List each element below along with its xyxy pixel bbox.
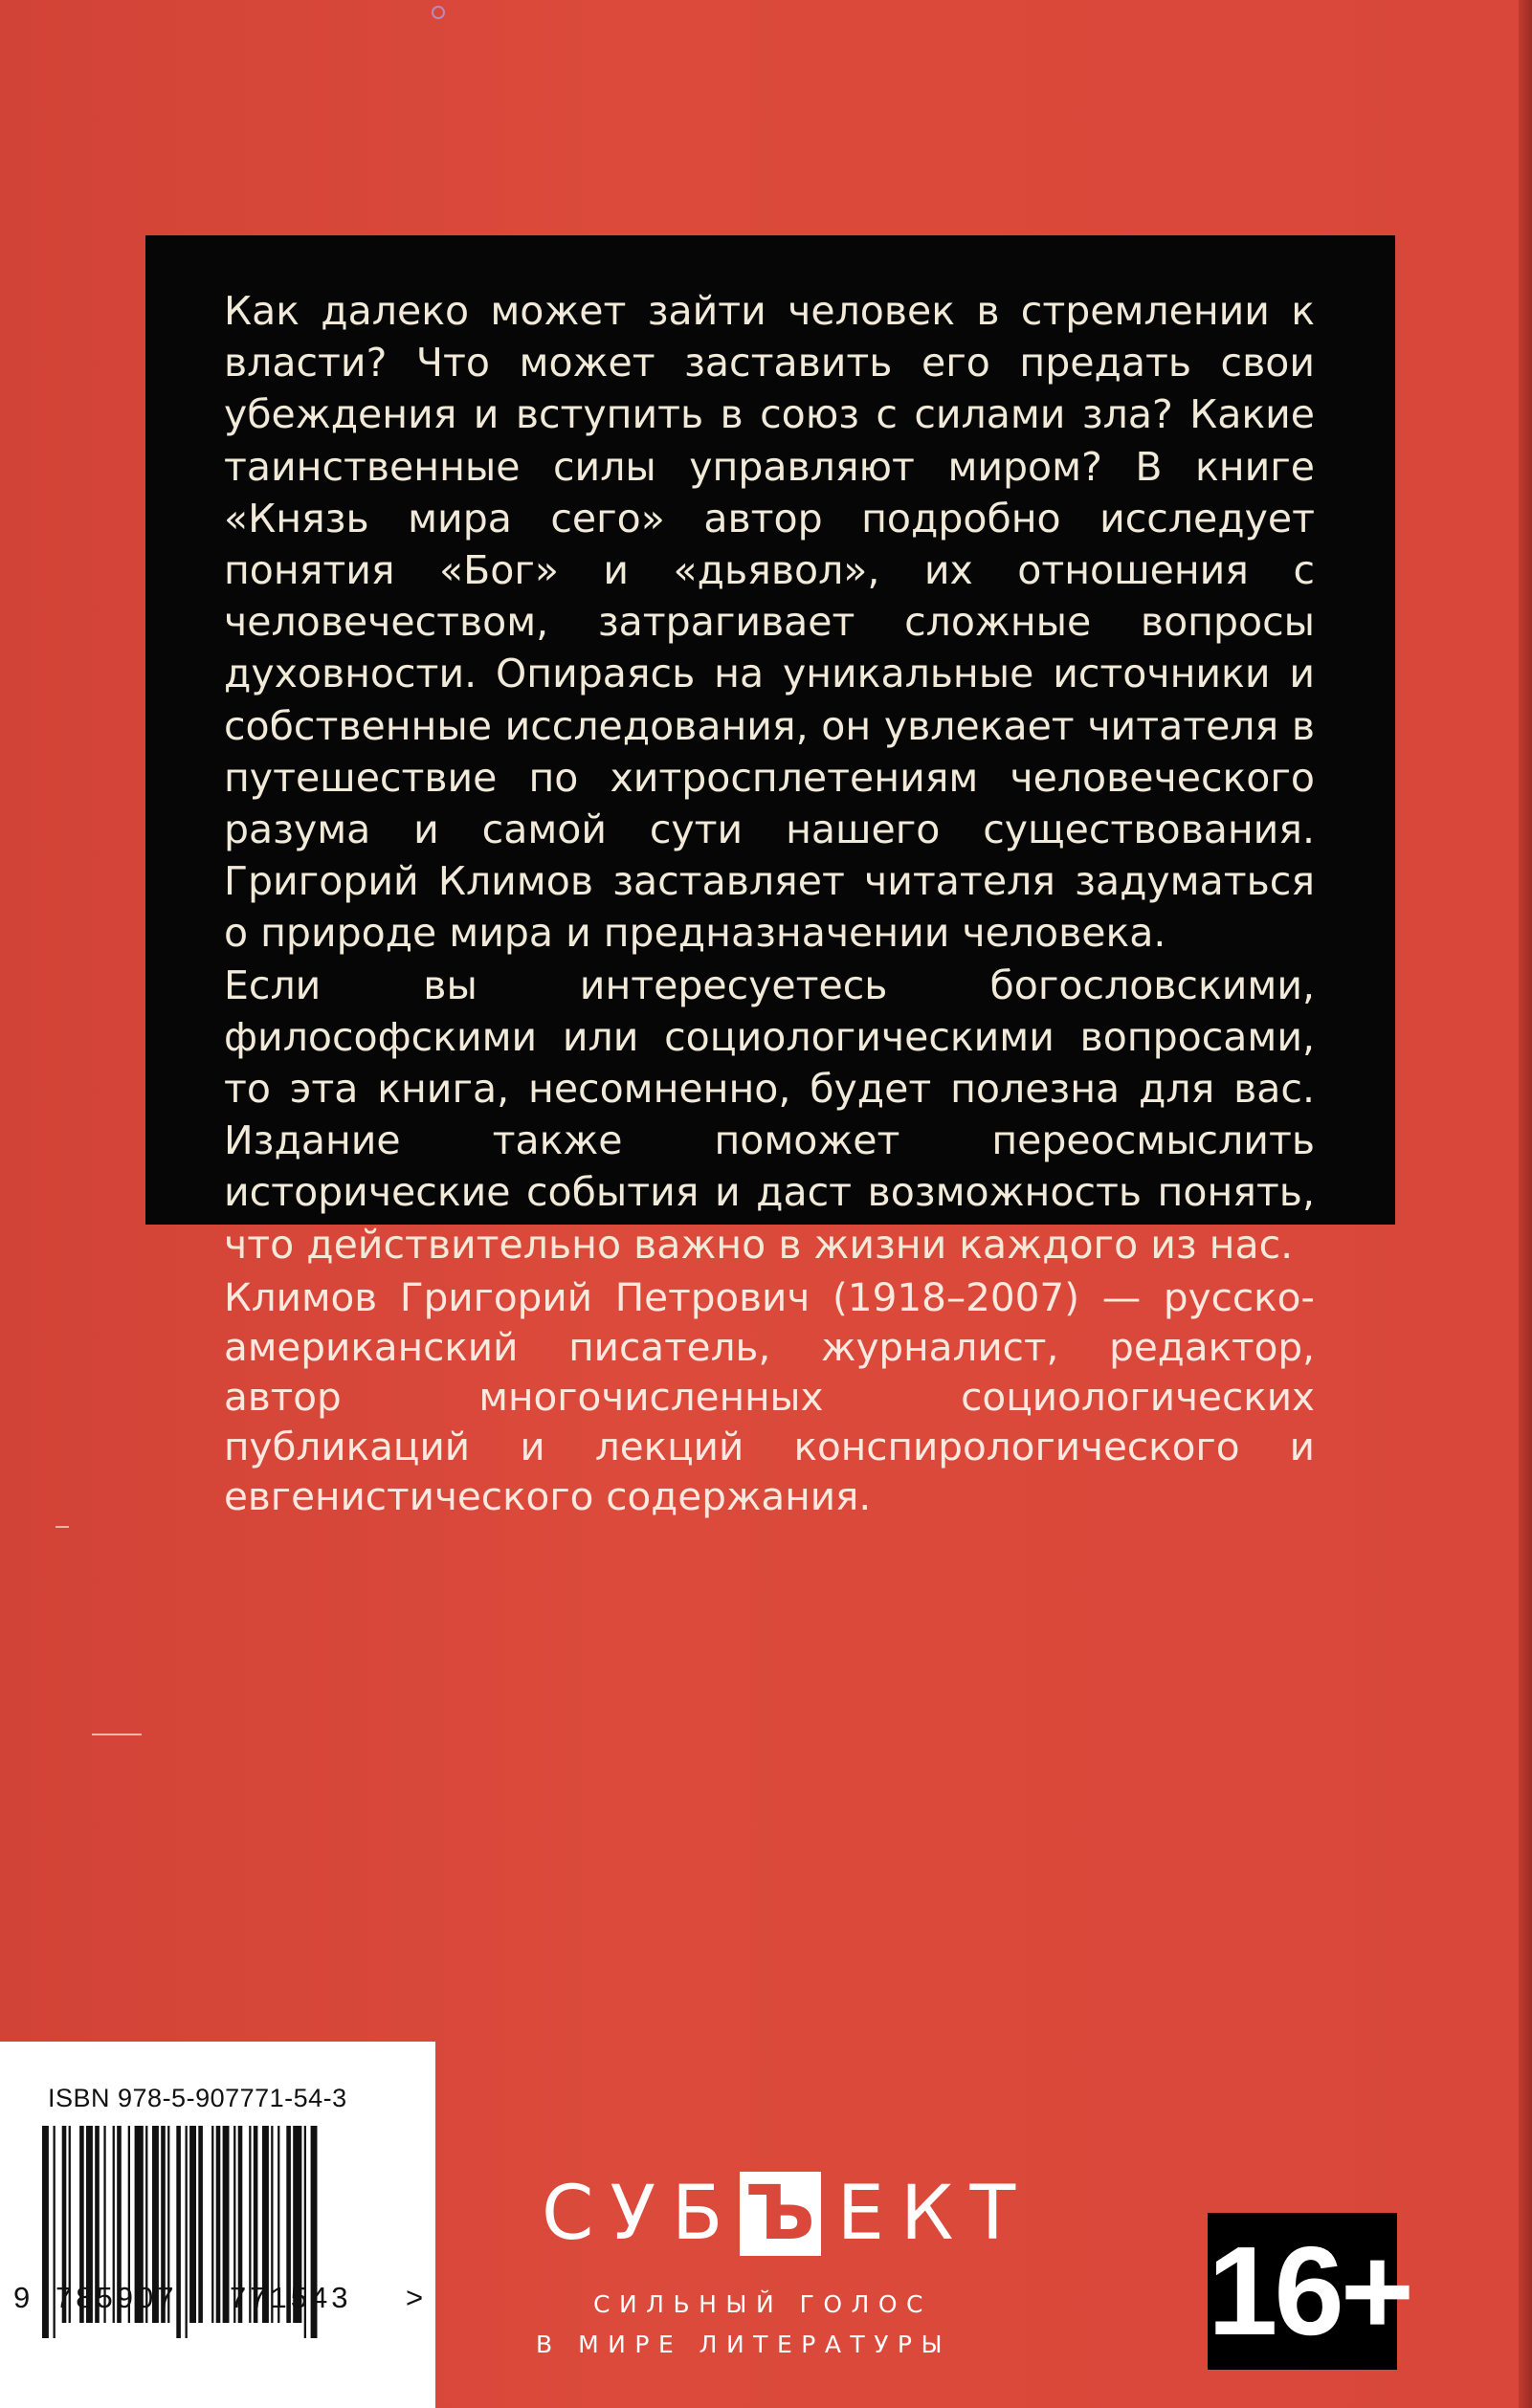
annotation-paragraph-1: Как далеко может зайти человек в стремлении к власти? Что может заставить его предать свои убеждения и вступить в союз с силами зла? Какие таинственные силы управляют миром? В книге «Князь мира сего» автор подробно исследует понятия «Бог» и «дьявол», их отношения с человечеством, затрагивает сложные вопросы духовности. Опираясь на уникальные источники и собственные исследования, он увлекает читателя в путешествие по хитросплетениям человеческого разума и самой сути нашего существования. Григорий Климов заставляет читателя задуматься о природе мира и предназначении человека. [224,288,1315,957]
author-bio: Климов Григорий Петрович (1918–2007) — русско-американский писатель, журналист, редактор, автор многочисленных социологических публикаций и лекций конспирологического и евгенистического содержания. [224,1274,1315,1519]
barcode-digits [0,2281,435,2319]
publisher-tagline-2: В МИРЕ ЛИТЕРАТУРЫ [536,2331,952,2358]
logo-hard-sign: Ъ [740,2172,821,2256]
logo-part-post: ЕКТ [836,2171,1032,2257]
crop-mark [56,1526,69,1528]
logo-part-pre: СУБ [542,2171,740,2257]
annotation-box [145,235,1395,1268]
crop-mark [92,1734,142,1735]
publisher-logo [542,2166,1083,2262]
spine-edge [1519,0,1532,2408]
annotation-paragraph-2: Если вы интересуетесь богословскими, философскими или социологическими вопросами, то эта книга, несомненно, будет полезна для вас. Издание также поможет переосмыслить исторические события и даст возможность понять, что действительно важно в жизни каждого из нас. [224,961,1315,1268]
barcode-digit-arrow: > [406,2281,424,2314]
barcode-digits-right: 771543 [230,2281,352,2314]
barcode-panel [0,2042,435,2408]
publisher-tagline-1: СИЛЬНЫЙ ГОЛОС [593,2290,932,2318]
barcode-digit-lead: 9 [13,2281,31,2314]
isbn-text: ISBN 978-5-907771-54-3 [48,2084,347,2112]
age-rating-badge: 16+ [1208,2213,1397,2370]
barcode-digits-left: 785907 [56,2281,178,2314]
print-mark [432,6,445,19]
